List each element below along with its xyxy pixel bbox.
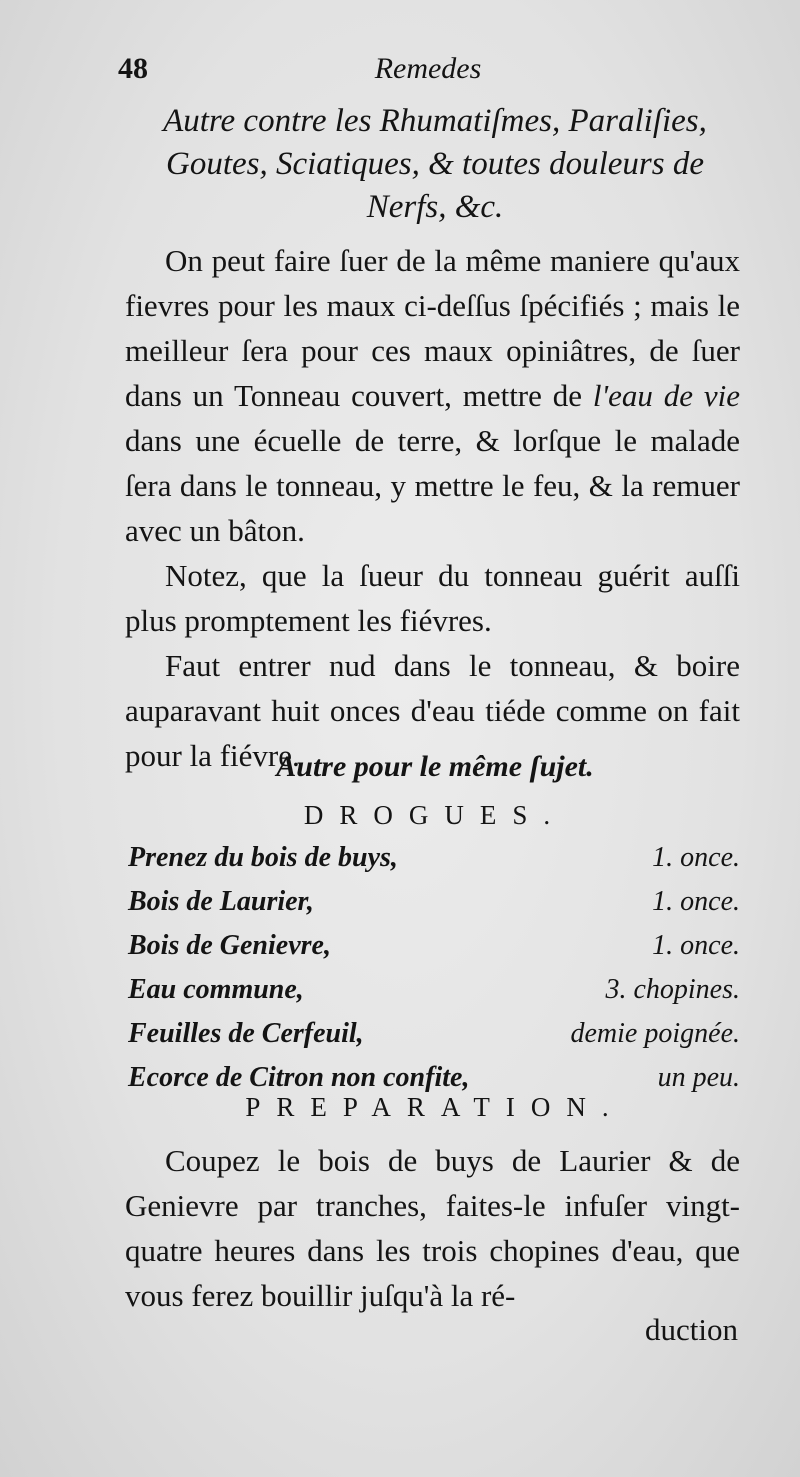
paragraph-3: Faut entrer nud dans le tonneau, & boire auparavant huit onces d'eau tiéde comme on fait pour la fiévre. — [125, 648, 740, 773]
drugs-heading: DROGUES. — [303, 800, 567, 830]
drug-qty: 1. once. — [652, 930, 740, 961]
paragraph-1-part-b: dans une écuelle de terre, & lorſque le malade ſera dans le tonneau, y mettre le feu, & la remuer avec un bâton. — [125, 423, 740, 548]
running-head: Remedes — [374, 52, 482, 85]
drug-row — [128, 1018, 740, 1062]
subheading: Autre pour le même ſujet. — [276, 750, 594, 783]
section-title: Autre contre les Rhumatiſmes, Paraliſies, Goutes, Sciatiques, & toutes douleurs de Nerfs, &c. — [163, 103, 707, 225]
drug-row — [128, 886, 740, 930]
drug-name: Eau commune, — [128, 974, 304, 1005]
drug-list — [128, 842, 740, 1106]
drug-qty: 1. once. — [652, 842, 740, 873]
paragraph-1-italic: l'eau de vie — [592, 378, 740, 413]
paragraph-2: Notez, que la ſueur du tonneau guérit auſſi plus promptement les fiévres. — [125, 558, 740, 638]
drug-qty: 3. chopines. — [605, 974, 740, 1005]
drug-name: Bois de Genievre, — [128, 930, 331, 961]
drug-qty: demie poignée. — [570, 1018, 740, 1049]
paragraph-1 — [125, 238, 740, 553]
page-header — [118, 52, 738, 96]
drug-qty: un peu. — [657, 1062, 740, 1093]
drug-row — [128, 974, 740, 1018]
catchword: duction — [645, 1312, 738, 1347]
drug-name: Feuilles de Cerfeuil, — [128, 1018, 364, 1049]
drug-row — [128, 930, 740, 974]
main-text — [125, 238, 740, 778]
drug-row — [128, 842, 740, 886]
drug-name: Ecorce de Citron non confite, — [128, 1062, 470, 1093]
preparation-heading: PREPARATION. — [245, 1092, 625, 1122]
drug-qty: 1. once. — [652, 886, 740, 917]
preparation-paragraph: Coupez le bois de buys de Laurier & de Genievre par tranches, faites-le infuſer vingt-quatre heures dans les trois chopines d'eau, que vous ferez bouillir juſqu'à la ré- — [125, 1143, 740, 1313]
drug-name: Bois de Laurier, — [128, 886, 314, 917]
preparation-text-block — [125, 1138, 740, 1318]
drug-name: Prenez du bois de buys, — [128, 842, 398, 873]
page-number: 48 — [118, 52, 148, 85]
paragraph-1-part-a: On peut faire ſuer de la même maniere qu'aux fievres pour les maux ci-deſſus ſpécifiés ; mais le meilleur ſera pour ces maux opiniâtres, de ſuer dans un Tonneau couvert, mettre de — [125, 243, 740, 413]
